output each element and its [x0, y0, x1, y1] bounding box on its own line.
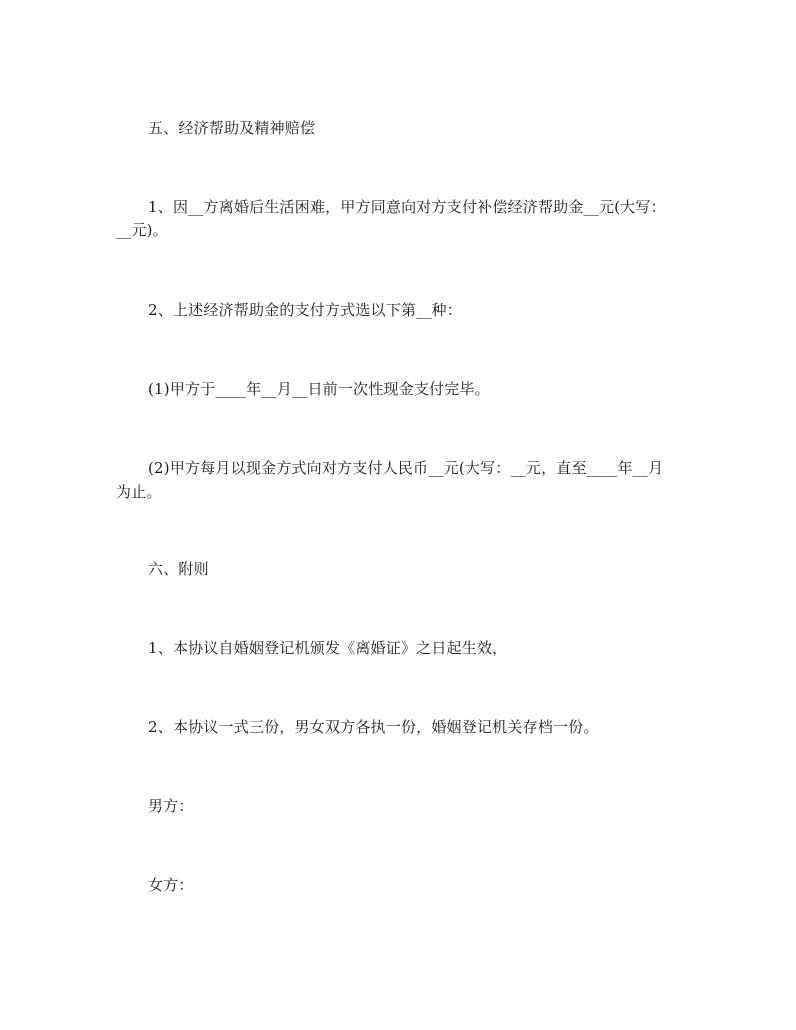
clause-effective-date: 1、本协议自婚姻登记机颁发《离婚证》之日起生效， — [148, 639, 508, 657]
female-party-signature-label: 女方： — [148, 876, 194, 894]
clause-economic-help-amount-continued: __元)。 — [116, 221, 168, 239]
section-heading-economic-help: 五、经济帮助及精神赔偿 — [148, 119, 316, 137]
male-party-signature-label: 男方： — [148, 797, 194, 815]
payment-option-monthly-continued: 为止。 — [116, 483, 162, 501]
payment-option-lump-sum: (1)甲方于____年__月__日前一次性现金支付完毕。 — [148, 380, 490, 398]
clause-copies: 2、本协议一式三份，男女双方各执一份，婚姻登记机关存档一份。 — [148, 718, 599, 736]
payment-option-monthly: (2)甲方每月以现金方式向对方支付人民币__元(大写：__元，直至____年__月 — [148, 459, 664, 477]
section-heading-supplementary: 六、附则 — [148, 560, 209, 578]
clause-payment-method: 2、上述经济帮助金的支付方式选以下第__种： — [148, 301, 462, 319]
clause-economic-help-amount: 1、因__方离婚后生活困难，甲方同意向对方支付补偿经济帮助金__元(大写： — [148, 198, 666, 216]
